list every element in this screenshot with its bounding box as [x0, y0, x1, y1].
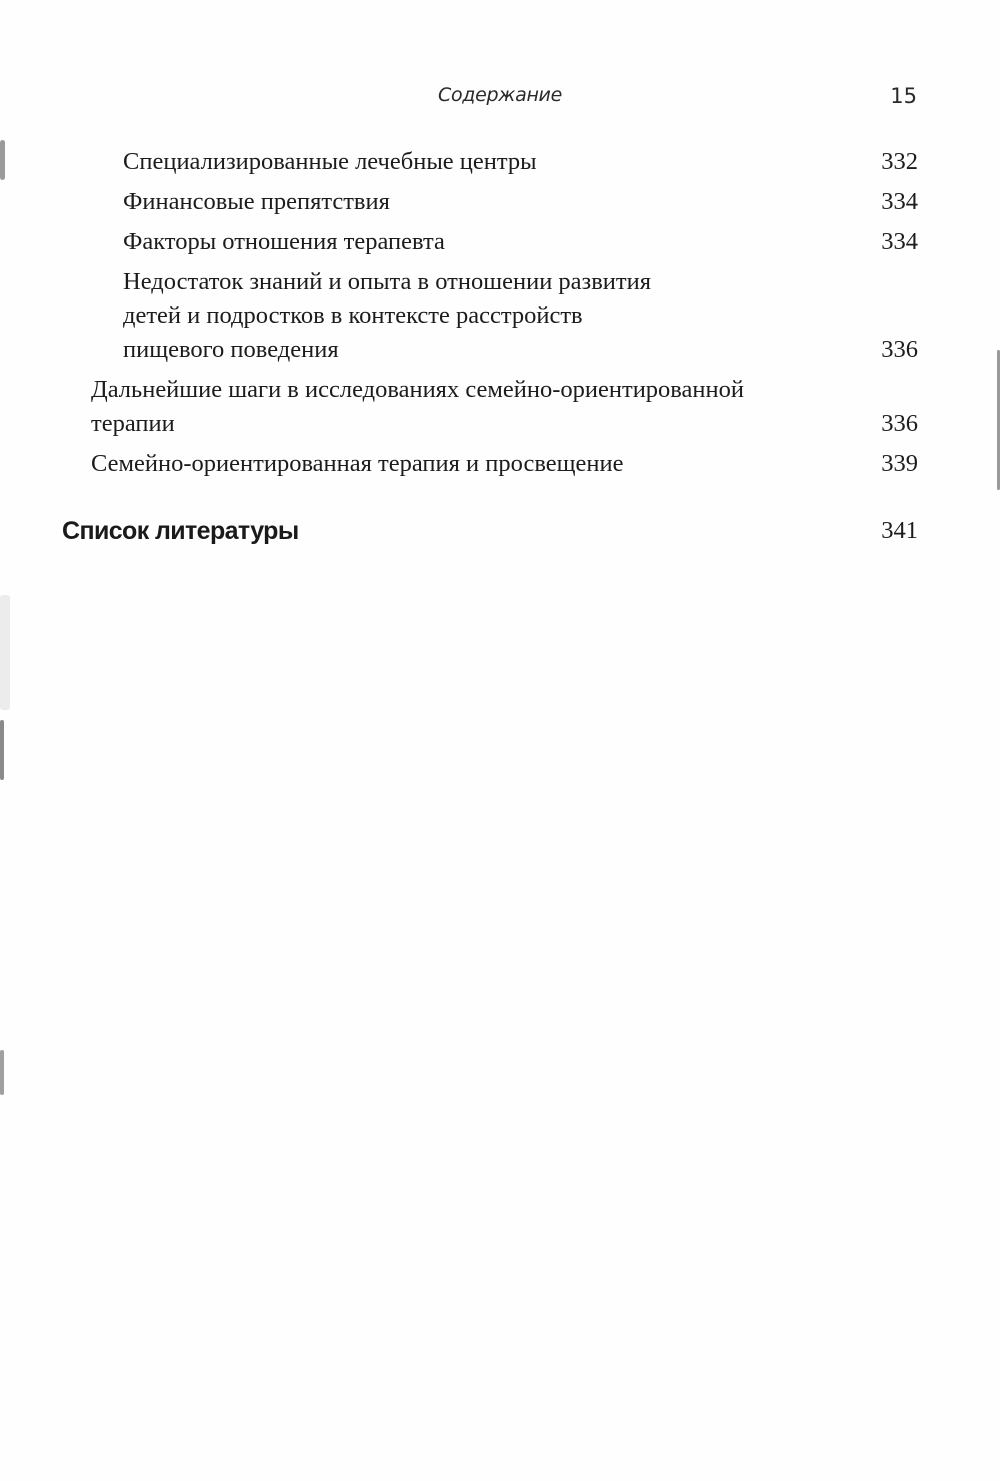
- toc-chapter-title: Список литературы: [62, 517, 299, 545]
- toc-entry-title: Финансовые препятствия: [123, 188, 390, 215]
- toc-entry-title: Семейно-ориентированная терапия и просвещение: [91, 450, 624, 477]
- toc-entry-knowledge-gap[interactable]: [123, 265, 918, 367]
- toc-entry-title: Дальнейшие шаги в исследованиях семейно-ориентированной терапии: [91, 376, 745, 437]
- running-header: [0, 84, 1000, 114]
- toc-entry-page: 332: [881, 148, 918, 175]
- toc-chapter-references[interactable]: [62, 511, 918, 551]
- toc-chapter-page: 341: [881, 517, 918, 544]
- toc-entry-page: 334: [881, 228, 918, 255]
- scan-edge-mark: [0, 720, 4, 780]
- toc-entry-title: Недостаток знаний и опыта в отношении развития детей и подростков в контексте расстройств пищевого поведения: [123, 268, 651, 363]
- running-title: Содержание: [438, 84, 562, 106]
- toc-entry-page: 336: [881, 410, 918, 437]
- toc-entry-page: 339: [881, 450, 918, 477]
- toc-entry-financial-barriers[interactable]: [123, 185, 918, 219]
- toc-entry-page: 334: [881, 188, 918, 215]
- toc-entry-page: 336: [881, 336, 918, 363]
- toc-entry-title: Специализированные лечебные центры: [123, 148, 537, 175]
- toc-entry-specialized-centers[interactable]: [123, 145, 918, 179]
- page-number: 15: [890, 84, 917, 108]
- toc-entry-title: Факторы отношения терапевта: [123, 228, 445, 255]
- scan-edge-mark: [0, 1050, 4, 1095]
- scan-edge-mark: [0, 140, 5, 180]
- scan-edge-mark: [0, 595, 10, 710]
- toc-entry-education[interactable]: [91, 447, 918, 481]
- toc-entry-therapist-factors[interactable]: [123, 225, 918, 259]
- toc-entry-future-research[interactable]: [91, 373, 918, 441]
